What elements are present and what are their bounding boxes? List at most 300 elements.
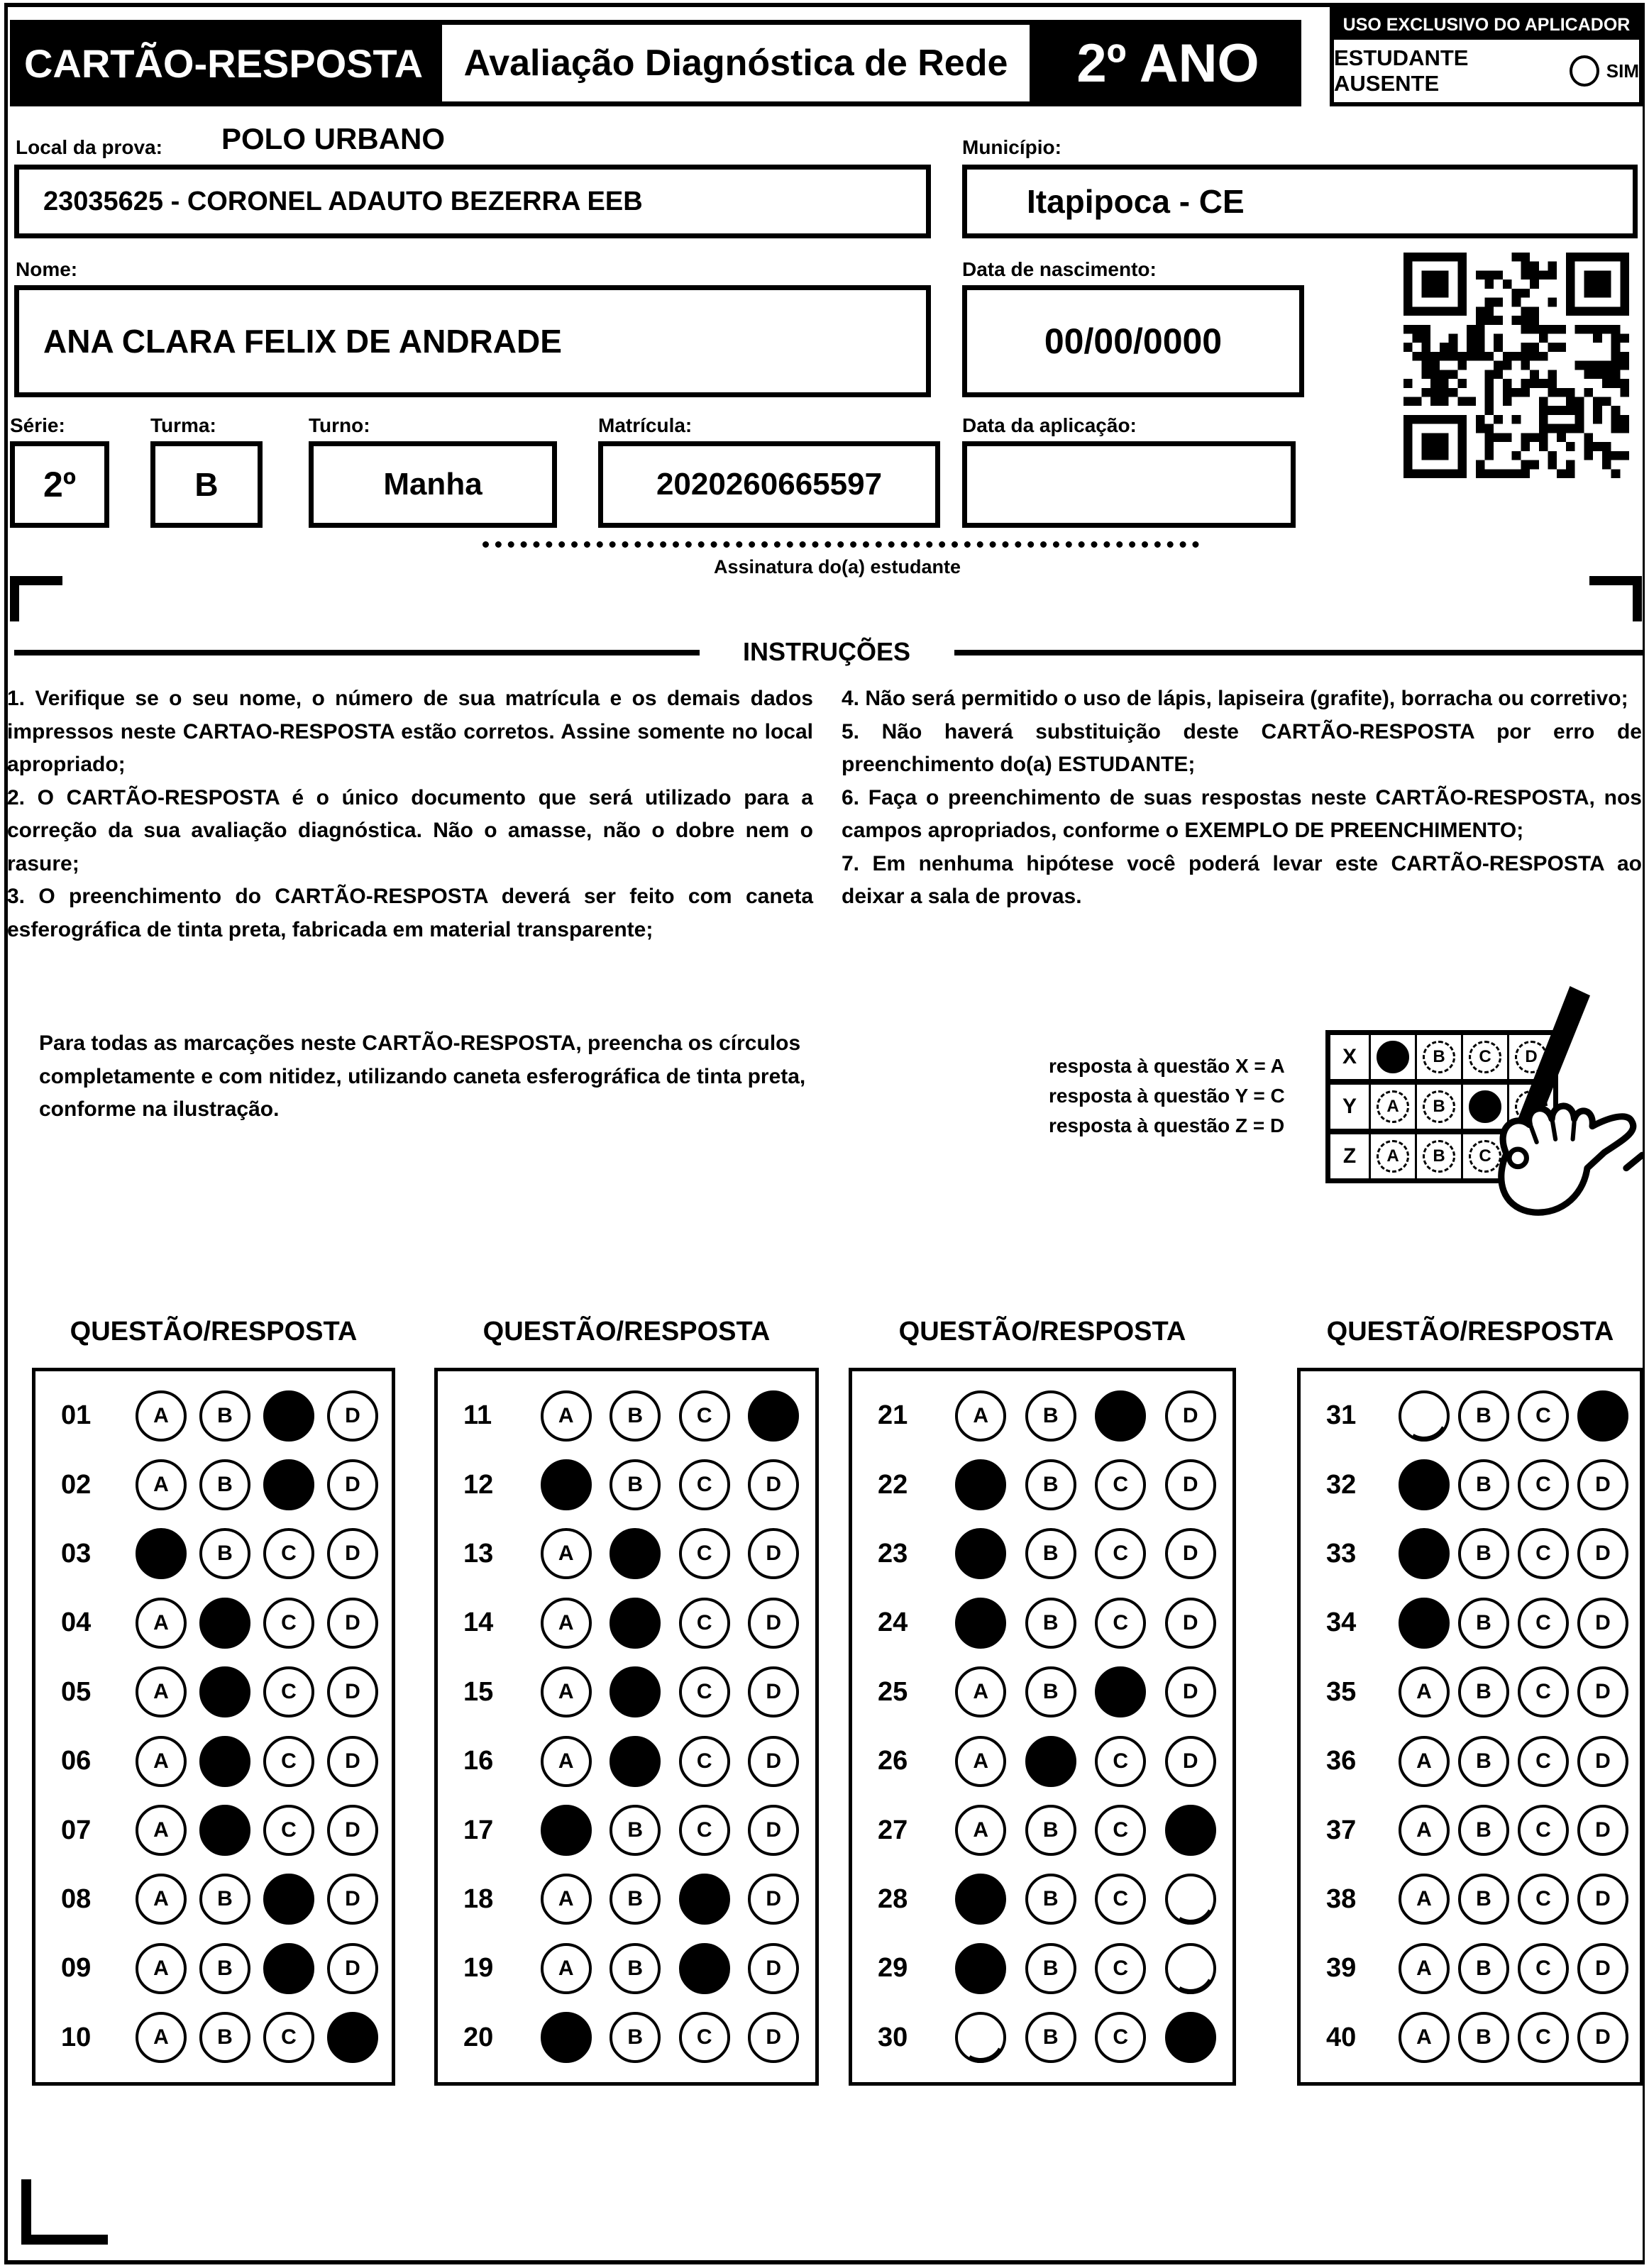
- question-number: 20: [463, 2022, 494, 2052]
- example-question-label: Y: [1342, 1095, 1357, 1118]
- bubble-q29-C[interactable]: C: [1095, 1943, 1146, 1994]
- bubble-q13-A[interactable]: A: [541, 1528, 592, 1579]
- bubble-q10-D[interactable]: [327, 2012, 378, 2063]
- absent-label: ESTUDANTE AUSENTE: [1334, 45, 1469, 96]
- answer-row-21: [859, 1390, 1225, 1442]
- bubble-q18-D[interactable]: D: [748, 1874, 799, 1925]
- matricula-value: 2020260665597: [656, 467, 883, 502]
- bubble-q32-C[interactable]: C: [1518, 1459, 1569, 1510]
- card-title: CARTÃO-RESPOSTA: [10, 20, 437, 106]
- question-number: 40: [1326, 2022, 1357, 2052]
- answer-row-32: [1308, 1459, 1633, 1510]
- bubble-q25-C[interactable]: [1095, 1666, 1146, 1717]
- bubble-q20-A[interactable]: [541, 2012, 592, 2063]
- school-box: [14, 165, 931, 238]
- answer-row-20: [445, 2012, 808, 2063]
- bubble-q14-D[interactable]: D: [748, 1598, 799, 1649]
- bubble-q35-C[interactable]: C: [1518, 1666, 1569, 1717]
- aplicacao-label: Data da aplicação:: [962, 414, 1137, 436]
- answer-row-38: [1308, 1874, 1633, 1925]
- answer-row-05: [43, 1666, 385, 1717]
- bubble-q16-B[interactable]: [610, 1736, 661, 1787]
- bubble-q03-C[interactable]: C: [263, 1528, 314, 1579]
- bubble-q33-C[interactable]: C: [1518, 1528, 1569, 1579]
- answer-row-36: [1308, 1736, 1633, 1787]
- municipio-label: Município:: [962, 136, 1061, 158]
- bubble-q24-A[interactable]: [955, 1598, 1006, 1649]
- bubble-q04-A[interactable]: A: [136, 1598, 187, 1649]
- bubble-q14-B[interactable]: [610, 1598, 661, 1649]
- example-bubble-X-B: B: [1423, 1041, 1455, 1073]
- instructions-title: INSTRUÇÕES: [742, 637, 911, 666]
- bubble-q24-C[interactable]: C: [1095, 1598, 1146, 1649]
- bubble-q35-B[interactable]: B: [1458, 1666, 1509, 1717]
- answers-header-1: QUESTÃO/RESPOSTA: [70, 1317, 358, 1346]
- matricula-label: Matrícula:: [598, 414, 693, 436]
- bubble-q26-C[interactable]: C: [1095, 1736, 1146, 1787]
- bubble-q30-D[interactable]: [1165, 2012, 1216, 2063]
- bubble-q22-D[interactable]: D: [1165, 1459, 1216, 1510]
- bubble-q07-C[interactable]: C: [263, 1805, 314, 1856]
- bubble-q25-D[interactable]: D: [1165, 1666, 1216, 1717]
- bubble-q11-C[interactable]: C: [679, 1390, 730, 1442]
- bubble-q17-C[interactable]: C: [679, 1805, 730, 1856]
- bubble-q02-D[interactable]: D: [327, 1459, 378, 1510]
- bubble-q18-B[interactable]: B: [610, 1874, 661, 1925]
- crop-mark-bottom-h: [21, 2235, 108, 2245]
- serie-box: [10, 441, 109, 528]
- answers-column-1: [32, 1368, 395, 2086]
- answer-row-22: [859, 1459, 1225, 1510]
- bubble-q13-B[interactable]: [610, 1528, 661, 1579]
- answers-column-2: [434, 1368, 819, 2086]
- bubble-q22-B[interactable]: B: [1025, 1459, 1076, 1510]
- question-number: 17: [463, 1815, 494, 1845]
- instructions-left-column: [7, 682, 813, 946]
- bubble-q21-D[interactable]: D: [1165, 1390, 1216, 1442]
- bubble-q38-B[interactable]: B: [1458, 1874, 1509, 1925]
- bubble-q33-B[interactable]: B: [1458, 1528, 1509, 1579]
- bubble-q04-B[interactable]: [199, 1598, 250, 1649]
- question-number: 30: [878, 2022, 908, 2052]
- example-bubble-Z-C: C: [1469, 1140, 1501, 1173]
- bubble-q07-D[interactable]: D: [327, 1805, 378, 1856]
- question-number: 04: [61, 1608, 92, 1638]
- bubble-q17-B[interactable]: B: [610, 1805, 661, 1856]
- bubble-q27-B[interactable]: B: [1025, 1805, 1076, 1856]
- nome-value: ANA CLARA FELIX DE ANDRADE: [43, 323, 562, 360]
- bubble-q34-A[interactable]: [1399, 1598, 1450, 1649]
- question-number: 25: [878, 1676, 908, 1707]
- bubble-q12-B[interactable]: B: [610, 1459, 661, 1510]
- answer-row-07: [43, 1805, 385, 1856]
- answer-row-40: [1308, 2012, 1633, 2063]
- question-number: 28: [878, 1883, 908, 1914]
- answer-row-13: [445, 1528, 808, 1579]
- bubble-q37-D[interactable]: D: [1577, 1805, 1628, 1856]
- bubble-q02-A[interactable]: A: [136, 1459, 187, 1510]
- turma-label: Turma:: [150, 414, 216, 436]
- fill-example-legend: [1049, 1051, 1285, 1141]
- nascimento-value: 00/00/0000: [1044, 321, 1223, 361]
- bubble-q35-D[interactable]: D: [1577, 1666, 1628, 1717]
- bubble-q03-D[interactable]: D: [327, 1528, 378, 1579]
- bubble-q32-B[interactable]: B: [1458, 1459, 1509, 1510]
- bubble-q20-C[interactable]: C: [679, 2012, 730, 2063]
- legend-line: resposta à questão Y = C: [1049, 1085, 1285, 1107]
- answer-row-23: [859, 1528, 1225, 1579]
- bubble-q01-B[interactable]: B: [199, 1390, 250, 1442]
- instructions-rule-left: [14, 650, 700, 655]
- absent-sim-bubble[interactable]: [1570, 55, 1599, 87]
- crop-mark-right-v: [1633, 576, 1642, 621]
- bubble-q17-A[interactable]: [541, 1805, 592, 1856]
- bubble-q40-A[interactable]: A: [1399, 2012, 1450, 2063]
- bubble-q09-C[interactable]: [263, 1943, 314, 1994]
- bubble-q39-A[interactable]: A: [1399, 1943, 1450, 1994]
- bubble-q03-A[interactable]: [136, 1528, 187, 1579]
- question-number: 07: [61, 1815, 92, 1845]
- bubble-q19-D[interactable]: D: [748, 1943, 799, 1994]
- bubble-q15-D[interactable]: D: [748, 1666, 799, 1717]
- bubble-q28-B[interactable]: B: [1025, 1874, 1076, 1925]
- bubble-q07-A[interactable]: A: [136, 1805, 187, 1856]
- question-number: 23: [878, 1538, 908, 1569]
- turma-value: B: [194, 466, 219, 503]
- turno-label: Turno:: [309, 414, 370, 436]
- bubble-q05-C[interactable]: C: [263, 1666, 314, 1717]
- answer-row-31: [1308, 1390, 1633, 1442]
- question-number: 16: [463, 1746, 494, 1776]
- municipio-value: Itapipoca - CE: [1027, 183, 1245, 220]
- absent-option-label: SIM: [1606, 60, 1639, 82]
- bubble-q37-B[interactable]: B: [1458, 1805, 1509, 1856]
- nascimento-label: Data de nascimento:: [962, 258, 1157, 280]
- exam-title-box: [437, 20, 1035, 106]
- answers-column-3: [849, 1368, 1236, 2086]
- question-number: 06: [61, 1746, 92, 1776]
- bubble-q06-D[interactable]: D: [327, 1736, 378, 1787]
- bubble-q10-B[interactable]: B: [199, 2012, 250, 2063]
- bubble-q19-B[interactable]: B: [610, 1943, 661, 1994]
- example-cell: [1369, 1085, 1415, 1129]
- bubble-q26-B[interactable]: [1025, 1736, 1076, 1787]
- local-label: Local da prova:: [16, 136, 162, 158]
- bubble-q02-C[interactable]: [263, 1459, 314, 1510]
- bubble-q30-B[interactable]: B: [1025, 2012, 1076, 2063]
- bubble-q12-C[interactable]: C: [679, 1459, 730, 1510]
- bubble-q08-D[interactable]: D: [327, 1874, 378, 1925]
- bubble-q27-D[interactable]: [1165, 1805, 1216, 1856]
- applicator-box-title: USO EXCLUSIVO DO APLICADOR: [1334, 10, 1639, 40]
- serie-value: 2º: [43, 465, 77, 504]
- bubble-q19-A[interactable]: A: [541, 1943, 592, 1994]
- instruction-item: 5. Não haverá substituição deste CARTÃO-RESPOSTA por erro de preenchimento do(a) ESTUDANTE;: [842, 719, 1642, 776]
- bubble-q26-A[interactable]: A: [955, 1736, 1006, 1787]
- question-number: 22: [878, 1469, 908, 1500]
- bubble-q15-A[interactable]: A: [541, 1666, 592, 1717]
- answer-row-18: [445, 1874, 808, 1925]
- question-number: 01: [61, 1400, 92, 1431]
- bubble-q04-D[interactable]: D: [327, 1598, 378, 1649]
- legend-line: resposta à questão X = A: [1049, 1055, 1285, 1077]
- answers-header-3: QUESTÃO/RESPOSTA: [898, 1317, 1186, 1346]
- bubble-q16-D[interactable]: D: [748, 1736, 799, 1787]
- legend-line: resposta à questão Z = D: [1049, 1114, 1285, 1136]
- bubble-q09-A[interactable]: A: [136, 1943, 187, 1994]
- bubble-q08-A[interactable]: A: [136, 1874, 187, 1925]
- bubble-q05-A[interactable]: A: [136, 1666, 187, 1717]
- nascimento-box: [962, 285, 1304, 397]
- example-bubble-Z-B: B: [1423, 1140, 1455, 1173]
- bubble-q18-A[interactable]: A: [541, 1874, 592, 1925]
- bubble-q12-D[interactable]: D: [748, 1459, 799, 1510]
- page-border-left: [4, 3, 8, 2264]
- answer-row-39: [1308, 1943, 1633, 1994]
- local-value: POLO URBANO: [221, 122, 445, 155]
- bubble-q29-D[interactable]: [1165, 1943, 1216, 1994]
- answer-row-34: [1308, 1598, 1633, 1649]
- turno-value: Manha: [383, 467, 482, 502]
- bubble-q30-C[interactable]: C: [1095, 2012, 1146, 2063]
- question-number: 12: [463, 1469, 494, 1500]
- bubble-q16-A[interactable]: A: [541, 1736, 592, 1787]
- instruction-item: 3. O preenchimento do CARTÃO-RESPOSTA deverá ser feito com caneta esferográfica de tinta preta, fabricada em material transparente;: [7, 885, 813, 941]
- bubble-q16-C[interactable]: C: [679, 1736, 730, 1787]
- bubble-q11-D[interactable]: [748, 1390, 799, 1442]
- bubble-q36-D[interactable]: D: [1577, 1736, 1628, 1787]
- instruction-item: 6. Faça o preenchimento de suas respostas neste CARTÃO-RESPOSTA, nos campos apropriados, conforme o EXEMPLO DE PREENCHIMENTO;: [842, 785, 1642, 842]
- answer-row-24: [859, 1598, 1225, 1649]
- bubble-q37-C[interactable]: C: [1518, 1805, 1569, 1856]
- bubble-q21-B[interactable]: B: [1025, 1390, 1076, 1442]
- bubble-q21-C[interactable]: [1095, 1390, 1146, 1442]
- example-bubble-X-D: D: [1515, 1041, 1548, 1073]
- answer-row-09: [43, 1943, 385, 1994]
- question-number: 15: [463, 1676, 494, 1707]
- bubble-q23-A[interactable]: [955, 1528, 1006, 1579]
- bubble-q37-A[interactable]: A: [1399, 1805, 1450, 1856]
- bubble-q34-D[interactable]: D: [1577, 1598, 1628, 1649]
- exam-title: Avaliação Diagnóstica de Rede: [463, 43, 1008, 84]
- bubble-q13-D[interactable]: D: [748, 1528, 799, 1579]
- bubble-q25-A[interactable]: A: [955, 1666, 1006, 1717]
- question-number: 37: [1326, 1815, 1357, 1845]
- question-number: 31: [1326, 1400, 1357, 1431]
- bubble-q36-C[interactable]: C: [1518, 1736, 1569, 1787]
- matricula-box: [598, 441, 940, 528]
- bubble-q28-D[interactable]: [1165, 1874, 1216, 1925]
- fill-example-note: Para todas as marcações neste CARTÃO-RESPOSTA, preencha os círculos completamente e com nitidez, utilizando caneta esferográfica de tinta preta, conforme na ilustração.: [39, 1031, 806, 1121]
- answers-header-2: QUESTÃO/RESPOSTA: [482, 1317, 771, 1346]
- bubble-q38-A[interactable]: A: [1399, 1874, 1450, 1925]
- question-number: 02: [61, 1469, 92, 1500]
- bubble-q02-B[interactable]: B: [199, 1459, 250, 1510]
- bubble-q08-C[interactable]: [263, 1874, 314, 1925]
- question-number: 24: [878, 1608, 908, 1638]
- example-bubble-X-A: [1377, 1041, 1409, 1073]
- bubble-q27-A[interactable]: A: [955, 1805, 1006, 1856]
- bubble-q17-D[interactable]: D: [748, 1805, 799, 1856]
- bubble-q20-B[interactable]: B: [610, 2012, 661, 2063]
- bubble-q26-D[interactable]: D: [1165, 1736, 1216, 1787]
- bubble-q06-A[interactable]: A: [136, 1736, 187, 1787]
- bubble-q18-C[interactable]: [679, 1874, 730, 1925]
- answer-row-19: [445, 1943, 808, 1994]
- bubble-q28-A[interactable]: [955, 1874, 1006, 1925]
- bubble-q01-A[interactable]: A: [136, 1390, 187, 1442]
- bubble-q06-B[interactable]: [199, 1736, 250, 1787]
- bubble-q14-A[interactable]: A: [541, 1598, 592, 1649]
- bubble-q40-C[interactable]: C: [1518, 2012, 1569, 2063]
- example-bubble-X-C: C: [1469, 1041, 1501, 1073]
- bubble-q39-D[interactable]: D: [1577, 1943, 1628, 1994]
- bubble-q06-C[interactable]: C: [263, 1736, 314, 1787]
- question-number: 39: [1326, 1953, 1357, 1984]
- bubble-q35-A[interactable]: A: [1399, 1666, 1450, 1717]
- answers-column-4: [1297, 1368, 1643, 2086]
- bubble-q32-A[interactable]: [1399, 1459, 1450, 1510]
- bubble-q15-C[interactable]: C: [679, 1666, 730, 1717]
- bubble-q22-C[interactable]: C: [1095, 1459, 1146, 1510]
- answer-row-14: [445, 1598, 808, 1649]
- bubble-q19-C[interactable]: [679, 1943, 730, 1994]
- answer-row-16: [445, 1736, 808, 1787]
- answer-row-04: [43, 1598, 385, 1649]
- question-number: 35: [1326, 1676, 1357, 1707]
- bubble-q33-A[interactable]: [1399, 1528, 1450, 1579]
- answer-row-03: [43, 1528, 385, 1579]
- bubble-q04-C[interactable]: C: [263, 1598, 314, 1649]
- answer-row-02: [43, 1459, 385, 1510]
- instruction-item: 1. Verifique se o seu nome, o número de sua matrícula e os demais dados impressos neste CARTAO-RESPOSTA estão corretos. Assine somente no local apropriado;: [7, 687, 813, 776]
- grade-badge: 2º ANO: [1035, 20, 1301, 106]
- instruction-item: 7. Em nenhuma hipótese você poderá levar este CARTÃO-RESPOSTA ao deixar a sala de provas.: [842, 851, 1642, 908]
- answer-row-06: [43, 1736, 385, 1787]
- answer-row-33: [1308, 1528, 1633, 1579]
- bubble-q12-A[interactable]: [541, 1459, 592, 1510]
- bubble-q11-B[interactable]: B: [610, 1390, 661, 1442]
- question-number: 33: [1326, 1538, 1357, 1569]
- bubble-q36-B[interactable]: B: [1458, 1736, 1509, 1787]
- bubble-q23-B[interactable]: B: [1025, 1528, 1076, 1579]
- bubble-q30-A[interactable]: [955, 2012, 1006, 2063]
- example-cell: [1369, 1035, 1415, 1079]
- school-value: 23035625 - CORONEL ADAUTO BEZERRA EEB: [43, 186, 643, 216]
- answer-row-26: [859, 1736, 1225, 1787]
- applicator-box: [1330, 6, 1643, 106]
- bubble-q39-C[interactable]: C: [1518, 1943, 1569, 1994]
- question-number: 34: [1326, 1608, 1357, 1638]
- question-number: 36: [1326, 1746, 1357, 1776]
- bubble-q38-D[interactable]: D: [1577, 1874, 1628, 1925]
- answer-row-11: [445, 1390, 808, 1442]
- bubble-q39-B[interactable]: B: [1458, 1943, 1509, 1994]
- bubble-q05-B[interactable]: [199, 1666, 250, 1717]
- bubble-q31-C[interactable]: C: [1518, 1390, 1569, 1442]
- nome-label: Nome:: [16, 258, 78, 280]
- bubble-q24-D[interactable]: D: [1165, 1598, 1216, 1649]
- bubble-q14-C[interactable]: C: [679, 1598, 730, 1649]
- answer-row-37: [1308, 1805, 1633, 1856]
- bubble-q32-D[interactable]: D: [1577, 1459, 1628, 1510]
- answer-row-29: [859, 1943, 1225, 1994]
- bubble-q11-A[interactable]: A: [541, 1390, 592, 1442]
- instructions-right-column: [842, 682, 1642, 914]
- bubble-q01-D[interactable]: D: [327, 1390, 378, 1442]
- instructions-rule-right: [954, 650, 1643, 655]
- bubble-q24-B[interactable]: B: [1025, 1598, 1076, 1649]
- question-number: 18: [463, 1883, 494, 1914]
- bubble-q40-B[interactable]: B: [1458, 2012, 1509, 2063]
- example-question-label: Z: [1342, 1144, 1357, 1168]
- bubble-q05-D[interactable]: D: [327, 1666, 378, 1717]
- bubble-q01-C[interactable]: [263, 1390, 314, 1442]
- bubble-q31-D[interactable]: [1577, 1390, 1628, 1442]
- bubble-q13-C[interactable]: C: [679, 1528, 730, 1579]
- example-question-label: X: [1342, 1045, 1357, 1068]
- question-number: 29: [878, 1953, 908, 1984]
- question-number: 08: [61, 1883, 92, 1914]
- bubble-q31-B[interactable]: B: [1458, 1390, 1509, 1442]
- bubble-q31-A[interactable]: [1399, 1390, 1450, 1442]
- answer-row-25: [859, 1666, 1225, 1717]
- example-bubble-Y-A: A: [1377, 1090, 1409, 1123]
- turno-box: [309, 441, 557, 528]
- bubble-q21-A[interactable]: A: [955, 1390, 1006, 1442]
- bubble-q10-C[interactable]: C: [263, 2012, 314, 2063]
- bubble-q10-A[interactable]: A: [136, 2012, 187, 2063]
- question-number: 13: [463, 1538, 494, 1569]
- bubble-q23-C[interactable]: C: [1095, 1528, 1146, 1579]
- bubble-q34-C[interactable]: C: [1518, 1598, 1569, 1649]
- bubble-q34-B[interactable]: B: [1458, 1598, 1509, 1649]
- bubble-q36-A[interactable]: A: [1399, 1736, 1450, 1787]
- bubble-q09-B[interactable]: B: [199, 1943, 250, 1994]
- bubble-q40-D[interactable]: D: [1577, 2012, 1628, 2063]
- bubble-q28-C[interactable]: C: [1095, 1874, 1146, 1925]
- aplicacao-box: [962, 441, 1296, 528]
- bubble-q22-A[interactable]: [955, 1459, 1006, 1510]
- answer-row-27: [859, 1805, 1225, 1856]
- bubble-q07-B[interactable]: [199, 1805, 250, 1856]
- bubble-q33-D[interactable]: D: [1577, 1528, 1628, 1579]
- bubble-q23-D[interactable]: D: [1165, 1528, 1216, 1579]
- answer-row-12: [445, 1459, 808, 1510]
- bubble-q25-B[interactable]: B: [1025, 1666, 1076, 1717]
- instruction-item: 2. O CARTÃO-RESPOSTA é o único documento que será utilizado para a correção da sua avaliação diagnóstica. Não o amasse, não o dobre nem o rasure;: [7, 785, 813, 875]
- bubble-q27-C[interactable]: C: [1095, 1805, 1146, 1856]
- turma-box: [150, 441, 263, 528]
- hand-pen-illustration: [1455, 986, 1645, 1224]
- bubble-q03-B[interactable]: B: [199, 1528, 250, 1579]
- page-border-bottom: [4, 2260, 1645, 2264]
- bubble-q38-C[interactable]: C: [1518, 1874, 1569, 1925]
- bubble-q29-B[interactable]: B: [1025, 1943, 1076, 1994]
- bubble-q15-B[interactable]: [610, 1666, 661, 1717]
- bubble-q09-D[interactable]: D: [327, 1943, 378, 1994]
- bubble-q08-B[interactable]: B: [199, 1874, 250, 1925]
- question-number: 38: [1326, 1883, 1357, 1914]
- bubble-q20-D[interactable]: D: [748, 2012, 799, 2063]
- qr-code: [1400, 253, 1633, 478]
- question-number: 09: [61, 1953, 92, 1984]
- question-number: 19: [463, 1953, 494, 1984]
- signature-line[interactable]: [482, 541, 1199, 548]
- bubble-q29-A[interactable]: [955, 1943, 1006, 1994]
- question-number: 10: [61, 2022, 92, 2052]
- question-number: 26: [878, 1746, 908, 1776]
